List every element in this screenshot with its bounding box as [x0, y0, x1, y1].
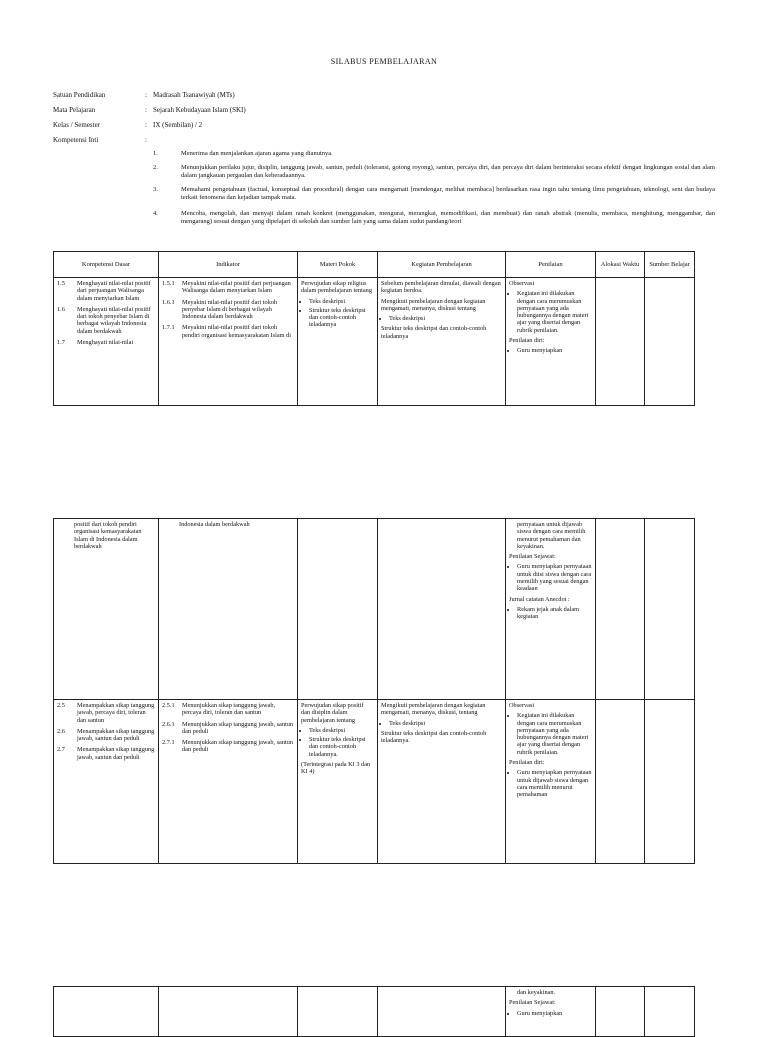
penilaian-heading: Observasi — [509, 702, 535, 709]
indikator-text: Meyakini nilai-nilai positif dari perjuangan Walisanga dalam menyiarkan Islam — [182, 280, 291, 295]
penilaian-heading: Observasi — [509, 280, 535, 287]
cell-indikator — [159, 700, 298, 864]
penilaian-bullet: • Guru menyiapkan pernyataan untuk diisi siswa dengan cara memilih yang sesuai dengan keadaan — [517, 563, 592, 592]
penilaian-bullet: • Kegiatan ini dilakukan dengan cara merumuskan pernyataan yang ada hubungannya dengan materi ajar yang disertai dengan rubrik penilaian. — [517, 290, 592, 334]
materi-note: (Terintegrasi pada KI 3 dan KI 4) — [301, 761, 371, 776]
syllabus-table-1 — [53, 251, 695, 406]
syllabus-table-3 — [53, 986, 695, 1037]
cell-kompetensi-dasar — [54, 519, 159, 700]
penilaian-heading: Penilaian Sejawat: — [509, 999, 556, 1007]
meta-key: Kelas / Semester — [53, 121, 101, 129]
kd-number: 2.5 — [57, 702, 65, 709]
meta-value: Sejarah Kebudayaan Islam (SKI) — [153, 106, 246, 114]
meta-value: IX (Sembilan) / 2 — [153, 121, 203, 129]
penilaian-heading: Penilaian diri: — [509, 759, 545, 767]
cell-alokasi-waktu — [596, 700, 645, 864]
meta-key: Kompetensi Inti — [53, 136, 99, 144]
penilaian-heading: Penilaian Sejawat: — [509, 553, 556, 561]
header-materi-pokok: Materi Pokok — [298, 252, 378, 278]
kegiatan-text: Mengikuti pembelajaran dengan kegiatan mengamati, menanya, diskusi tentang — [381, 297, 486, 312]
indikator-number: 2.5.1 — [162, 702, 175, 709]
kd-number: 1.7 — [57, 339, 65, 347]
table-row — [54, 278, 695, 406]
indikator-number: 2.6.1 — [162, 720, 175, 728]
table-row — [54, 700, 695, 864]
meta-key: Satuan Pendidikan — [53, 91, 106, 99]
indikator-number: 2.7.1 — [162, 739, 175, 747]
header-penilaian: Penilaian — [506, 252, 596, 278]
kegiatan-text: Struktur teks deskripsi dan contoh-contoh teladannya — [381, 325, 487, 340]
penilaian-bullet: • Kegiatan ini dilakukan dengan cara merumuskan pernyataan yang ada hubungannya dengan materi ajar yang disertai dengan rubrik penilaian. — [517, 712, 592, 756]
penilaian-text: dan keyakinan. — [517, 989, 556, 996]
penilaian-text: pernyataan untuk dijawab siswa dengan cara memilih menurut pemahaman dan keyakinan. — [517, 521, 586, 550]
cell-sumber-belajar — [645, 700, 695, 864]
header-kegiatan: Kegiatan Pembelajaran — [378, 252, 506, 278]
kegiatan-text: Struktur teks deskripsi dan contoh-contoh teladannya. — [381, 729, 487, 745]
kd-text: Menampakkan sikap tanggung jawab, santun dan peduli — [77, 727, 155, 743]
document-title: SILABUS PEMBELAJARAN — [330, 57, 438, 66]
header-indikator: Indikator — [159, 252, 298, 278]
cell-kompetensi-dasar — [54, 278, 159, 406]
meta-key: Mata Pelajaran — [53, 106, 96, 114]
header-alokasi-waktu: Alokasi Waktu — [596, 252, 645, 278]
materi-bullet: • Struktur teks deskripsi dan contoh-contoh teladannya. — [309, 736, 374, 758]
penilaian-bullet: • Guru menyiapkan — [517, 347, 592, 354]
kd-text: positif dari tokoh pendiri organisasi kemasyarakatan Islam di Indonesia dalam berdakwah — [74, 521, 142, 550]
kd-text: Menampakkan sikap tanggung jawab, percaya diri, toleran dan santun — [77, 702, 155, 724]
indikator-text: Menunjukkan sikap tanggung jawab, santun dan peduli — [182, 720, 294, 735]
materi-intro: Perwujudan sikap religius dalam pembelajaran tentang — [301, 280, 372, 295]
syllabus-table-2 — [53, 518, 695, 864]
cell-kegiatan — [378, 700, 506, 864]
kd-number: 2.7 — [57, 746, 65, 754]
cell-indikator — [159, 278, 298, 406]
cell-kompetensi-dasar — [54, 987, 159, 1037]
kd-text: Menghayati nilai-nilai positif dari tokoh penyebar Islam di berbagai wilayah Indonesia dalam berdakwah — [77, 305, 151, 335]
indikator-text: Indonesia dalam berdakwah — [179, 521, 250, 528]
kegiatan-bullet: • Teks deskripsi — [389, 720, 502, 727]
materi-intro: Perwujudan sikap positif dan disiplin dalam pembelajaran tentang — [301, 702, 364, 724]
ki-number: 2. — [153, 164, 158, 171]
cell-penilaian — [506, 700, 596, 864]
kd-number: 1.5 — [57, 280, 65, 287]
cell-kegiatan — [378, 519, 506, 700]
cell-penilaian — [506, 519, 596, 700]
cell-materi-pokok — [298, 700, 378, 864]
kd-text: Menghayati nilai-nilai positif dari perjuangan Walisanga dalam menyiarkan Islam — [77, 280, 151, 302]
meta-colon: : — [145, 106, 147, 114]
ki-text: Menunjukkan perilaku jujur, disiplin, tanggung jawab, santun, peduli (toleransi, gotong royong), santun, percaya diri, dan percaya diri dalam berinteraksi secara efektif dengan lingkungan sosial dan alam dalam jangkauan pergaulan dan keberadaannya. — [181, 164, 715, 179]
cell-sumber-belajar — [645, 987, 695, 1037]
kd-number: 1.6 — [57, 305, 65, 313]
materi-bullet: • Struktur teks deskripsi dan contoh-contoh teladannya — [309, 307, 374, 329]
cell-kegiatan — [378, 987, 506, 1037]
kegiatan-text: Sebelum pembelajaran dimulai, diawali dengan kegiatan berdoa. — [381, 280, 501, 295]
meta-colon: : — [145, 91, 147, 99]
cell-materi-pokok — [298, 987, 378, 1037]
cell-penilaian — [506, 987, 596, 1037]
cell-materi-pokok — [298, 519, 378, 700]
indikator-text: Menunjukkan sikap tanggung jawab, percaya diri, toleran dan santun — [182, 702, 276, 717]
meta-colon: : — [145, 121, 147, 129]
header-sumber-belajar: Sumber Belajar — [645, 252, 695, 278]
kd-number: 2.6 — [57, 727, 65, 735]
kd-text: Menampakkan sikap tanggung jawab, santun dan peduli — [77, 746, 155, 761]
indikator-number: 1.6.1 — [162, 298, 175, 306]
table-row — [54, 519, 695, 700]
cell-kompetensi-dasar — [54, 700, 159, 864]
kd-text: Menghayati nilai-nilai — [77, 339, 134, 347]
cell-indikator — [159, 987, 298, 1037]
ki-number: 1. — [153, 150, 158, 157]
penilaian-heading: Jurnal catatan Anecdot : — [509, 595, 570, 603]
indikator-text: Menunjukkan sikap tanggung jawab, santun dan peduli — [182, 739, 294, 754]
meta-value: Madrasah Tsanawiyah (MTs) — [153, 91, 235, 99]
indikator-number: 1.7.1 — [162, 324, 175, 332]
table-header-row — [54, 252, 695, 278]
meta-colon: : — [145, 136, 147, 144]
penilaian-heading: Penilaian diri: — [509, 337, 545, 345]
indikator-text: Meyakini nilai-nilai positif dari tokoh penyebar Islam di berbagai wilayah Indonesia dalam berdakwah — [182, 298, 278, 321]
kegiatan-bullet: • Teks deskripsi — [389, 315, 502, 322]
cell-alokasi-waktu — [596, 987, 645, 1037]
materi-bullet: • Teks deskripsi — [309, 298, 374, 305]
ki-text: Mencoba, mengolah, dan menyaji dalam ranah konkret (menggunakan, mengurai, merangkai, memodifikasi, dan membuat) dan ranah abstrak (menulis, membaca, menghitung, menggambar, dan mengarang) sesuai dengan yang dipelajari di sekolah dan sumber lain yang sama dalam sudut pandang/teori — [181, 210, 715, 225]
penilaian-bullet: • Guru menyiapkan — [517, 1010, 592, 1017]
table-row — [54, 987, 695, 1037]
cell-kegiatan — [378, 278, 506, 406]
cell-materi-pokok — [298, 278, 378, 406]
cell-indikator — [159, 519, 298, 700]
indikator-number: 1.5.1 — [162, 280, 175, 287]
cell-sumber-belajar — [645, 519, 695, 700]
indikator-text: Meyakini nilai-nilai positif dari tokoh pendiri organisasi kemasyarakatan Islam di — [182, 324, 291, 339]
penilaian-bullet: • Guru menyiapkan pernyataan untuk dijawab siswa dengan cara memilih menurut pemahaman — [517, 769, 592, 798]
cell-penilaian — [506, 278, 596, 406]
cell-alokasi-waktu — [596, 519, 645, 700]
cell-sumber-belajar — [645, 278, 695, 406]
kegiatan-text: Mengikuti pembelajaran dengan kegiatan mengamati, menanya, diskusi, tentang — [381, 702, 486, 717]
ki-number: 4. — [153, 210, 158, 217]
header-kompetensi-dasar: Kompetensi Dasar — [54, 252, 159, 278]
ki-text: Menerima dan menjalankan ajaran agama yang dianutnya. — [181, 150, 333, 157]
penilaian-bullet: • Rekam jejak anak dalam kegiatan — [517, 606, 592, 621]
ki-text: Memahami pengetahuan (factual, konseptual dan procedural) dengan cara mengamati [mendengar, melihat membaca] berdasarkan rasa ingin tahu tentang ilmu pengetahuan, teknologi, seni dan budaya terkait fenomena dan kejadian tampak mata. — [181, 186, 715, 201]
ki-number: 3. — [153, 186, 158, 193]
materi-bullet: • Teks deskripsi — [309, 727, 374, 734]
cell-alokasi-waktu — [596, 278, 645, 406]
